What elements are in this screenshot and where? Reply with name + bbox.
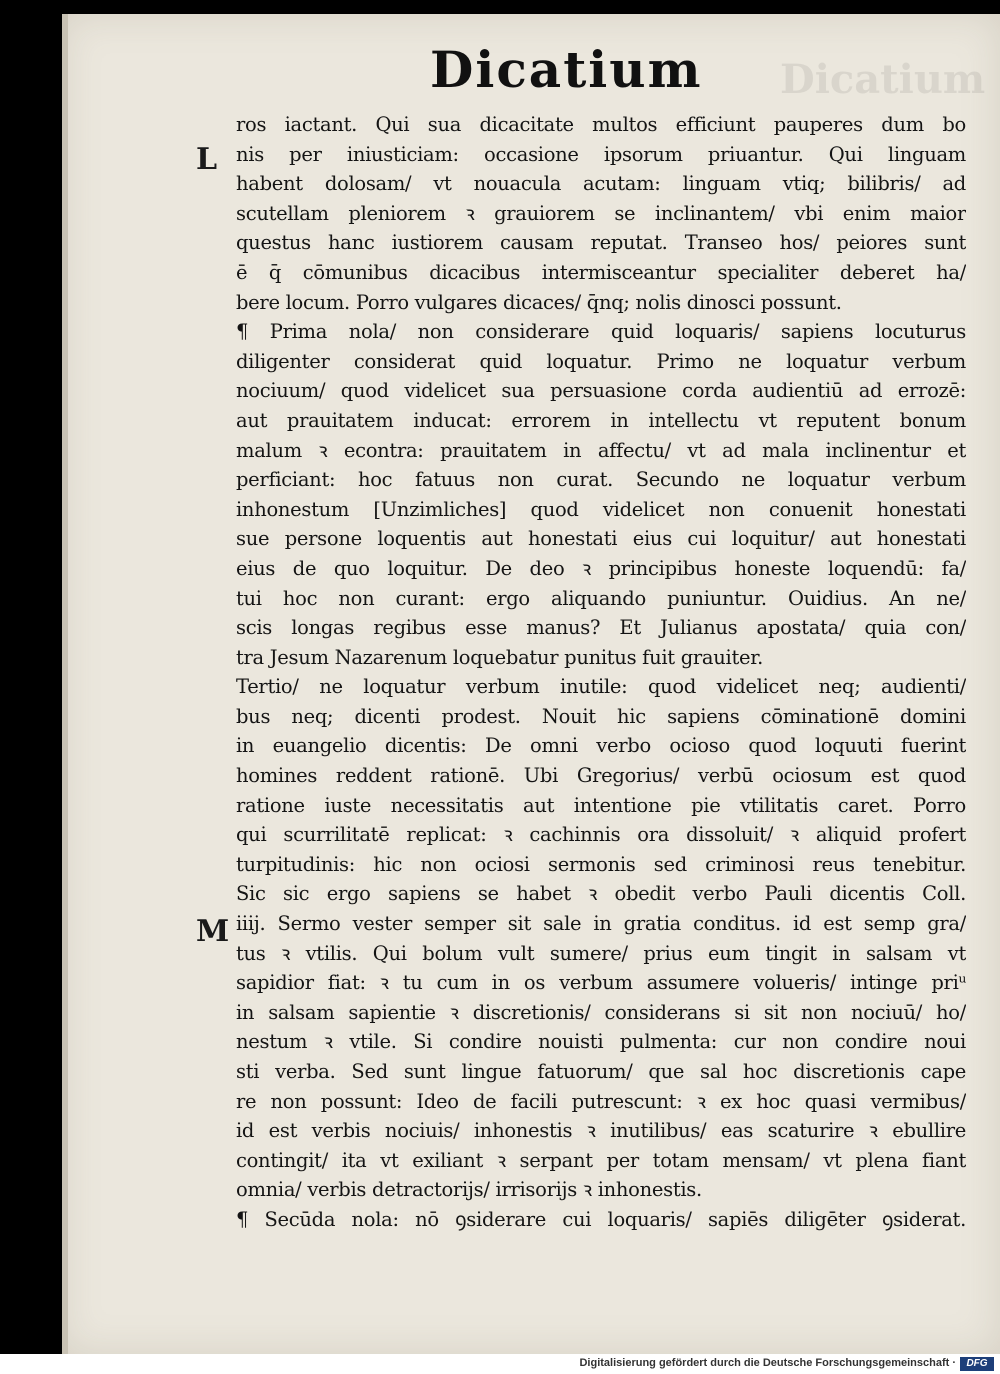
text-line: Tertio/ ne loquatur verbum inutile: quod videlicet neq; audienti/ [236, 675, 966, 699]
text-line: bus neq; dicenti prodest. Nouit hic sapiens cōminationē domini [236, 704, 966, 728]
text-line: questus hanc iustiorem causam reputat. Transeo hos/ peiores sunt [236, 231, 966, 255]
text-line: bere locum. Porro vulgares dicaces/ q̄nq; nolis dinosci possunt. [236, 290, 842, 314]
text-line: in salsam sapientie ꝛ discretionis/ considerans si sit non nociuū/ ho/ [236, 1000, 966, 1024]
text-line: id est verbis nociuis/ inhonestis ꝛ inutilibus/ eas scaturire ꝛ ebullire [236, 1119, 966, 1143]
text-line: ē q̄ cōmunibus dicacibus intermisceantur specialiter deberet ha/ [236, 260, 966, 284]
text-line: qui scurrilitatē replicat: ꝛ cachinnis ora dissoluit/ ꝛ aliquid profert [236, 823, 966, 847]
text-line: ¶ Secūda nola: nō ꝯsiderare cui loquaris/ sapiēs diligēter ꝯsiderat. [236, 1207, 966, 1231]
text-line: aut prauitatem inducat: errorem in intellectu vt reputent bonum [236, 408, 966, 432]
text-line: diligenter considerat quid loquatur. Primo ne loquatur verbum [236, 349, 966, 373]
text-line: ¶ Prima nola/ non considerare quid loquaris/ sapiens locuturus [236, 320, 966, 344]
text-line: malum ꝛ econtra: prauitatem in affectu/ vt ad mala inclinentur et [236, 438, 966, 462]
text-line: inhonestum [Unzimliches] quod videlicet non conuenit honestati [236, 497, 966, 521]
footer-bar [0, 1354, 1000, 1374]
text-line: ratione iuste necessitatis aut intentione pie vtilitatis caret. Porro [236, 793, 966, 817]
text-line: homines reddent rationē. Ubi Gregorius/ verbū ociosum est quod [236, 764, 966, 788]
text-line: ros iactant. Qui sua dicacitate multos efficiunt pauperes dum bo [236, 113, 966, 136]
text-line: nis per iniusticiam: occasione ipsorum priuantur. Qui linguam [236, 142, 966, 166]
text-line: scutellam pleniorem ꝛ grauiorem se inclinantem/ vbi enim maior [236, 201, 966, 225]
text-line: Sic sic ergo sapiens se habet ꝛ obedit verbo Pauli dicentis Coll. [236, 882, 966, 906]
text-line: eius de quo loquitur. De deo ꝛ principibus honeste loquendū: fa/ [236, 556, 966, 580]
text-line: nociuum/ quod videlicet sua persuasione corda audientiū ad errozē: [236, 379, 966, 403]
margin-note-l: L [196, 142, 218, 177]
text-block [236, 110, 966, 1235]
text-line: nestum ꝛ vtile. Si condire nouisti pulmenta: cur non condire noui [236, 1030, 966, 1054]
text-line: perficiant: hoc fatuus non curat. Secundo ne loquatur verbum [236, 468, 966, 492]
text-line: scis longas regibus esse manus? Et Julianus apostata/ quia con/ [236, 616, 966, 640]
page-left-edge [62, 14, 68, 1354]
funding-credit: Digitalisierung gefördert durch die Deutsche Forschungsgemeinschaft · [579, 1357, 956, 1369]
running-head: Dicatium [430, 40, 703, 99]
text-line: sapidior fiat: ꝛ tu cum in os verbum assumere volueris/ intinge priᵘ [236, 971, 966, 995]
text-line: in euangelio dicentis: De omni verbo ocioso quod loquuti fuerint [236, 734, 966, 758]
text-line: turpitudinis: hic non ociosi sermonis sed criminosi reus tenebitur. [236, 852, 966, 876]
text-line: tra Jesum Nazarenum loquebatur punitus fuit grauiter. [236, 645, 763, 669]
text-line: sti verba. Sed sunt lingue fatuorum/ que sal hoc discretionis cape [236, 1060, 966, 1083]
dfg-logo[interactable]: DFG [960, 1357, 994, 1371]
text-line: iiij. Sermo vester semper sit sale in gratia conditus. id est semp gra/ [236, 912, 966, 936]
text-line: re non possunt: Ideo de facili putrescunt: ꝛ ex hoc quasi vermibus/ [236, 1089, 966, 1113]
show-through-text: Dicatium [780, 56, 986, 103]
text-line: contingit/ ita vt exiliant ꝛ serpant per totam mensam/ vt plena fiant [236, 1148, 966, 1172]
text-line: tui hoc non curant: ergo aliquando puniuntur. Ouidius. An ne/ [236, 586, 966, 610]
text-line: habent dolosam/ vt nouacula acutam: linguam vtiq; bilibris/ ad [236, 172, 966, 196]
text-line: sue persone loquentis aut honestati eius cui loquitur/ aut honestati [236, 527, 966, 551]
text-line: omnia/ verbis detractorijs/ irrisorijs ꝛ inhonestis. [236, 1178, 702, 1202]
margin-note-m: M [196, 914, 230, 949]
text-line: tus ꝛ vtilis. Qui bolum vult sumere/ prius eum tingit in salsam vt [236, 941, 966, 965]
